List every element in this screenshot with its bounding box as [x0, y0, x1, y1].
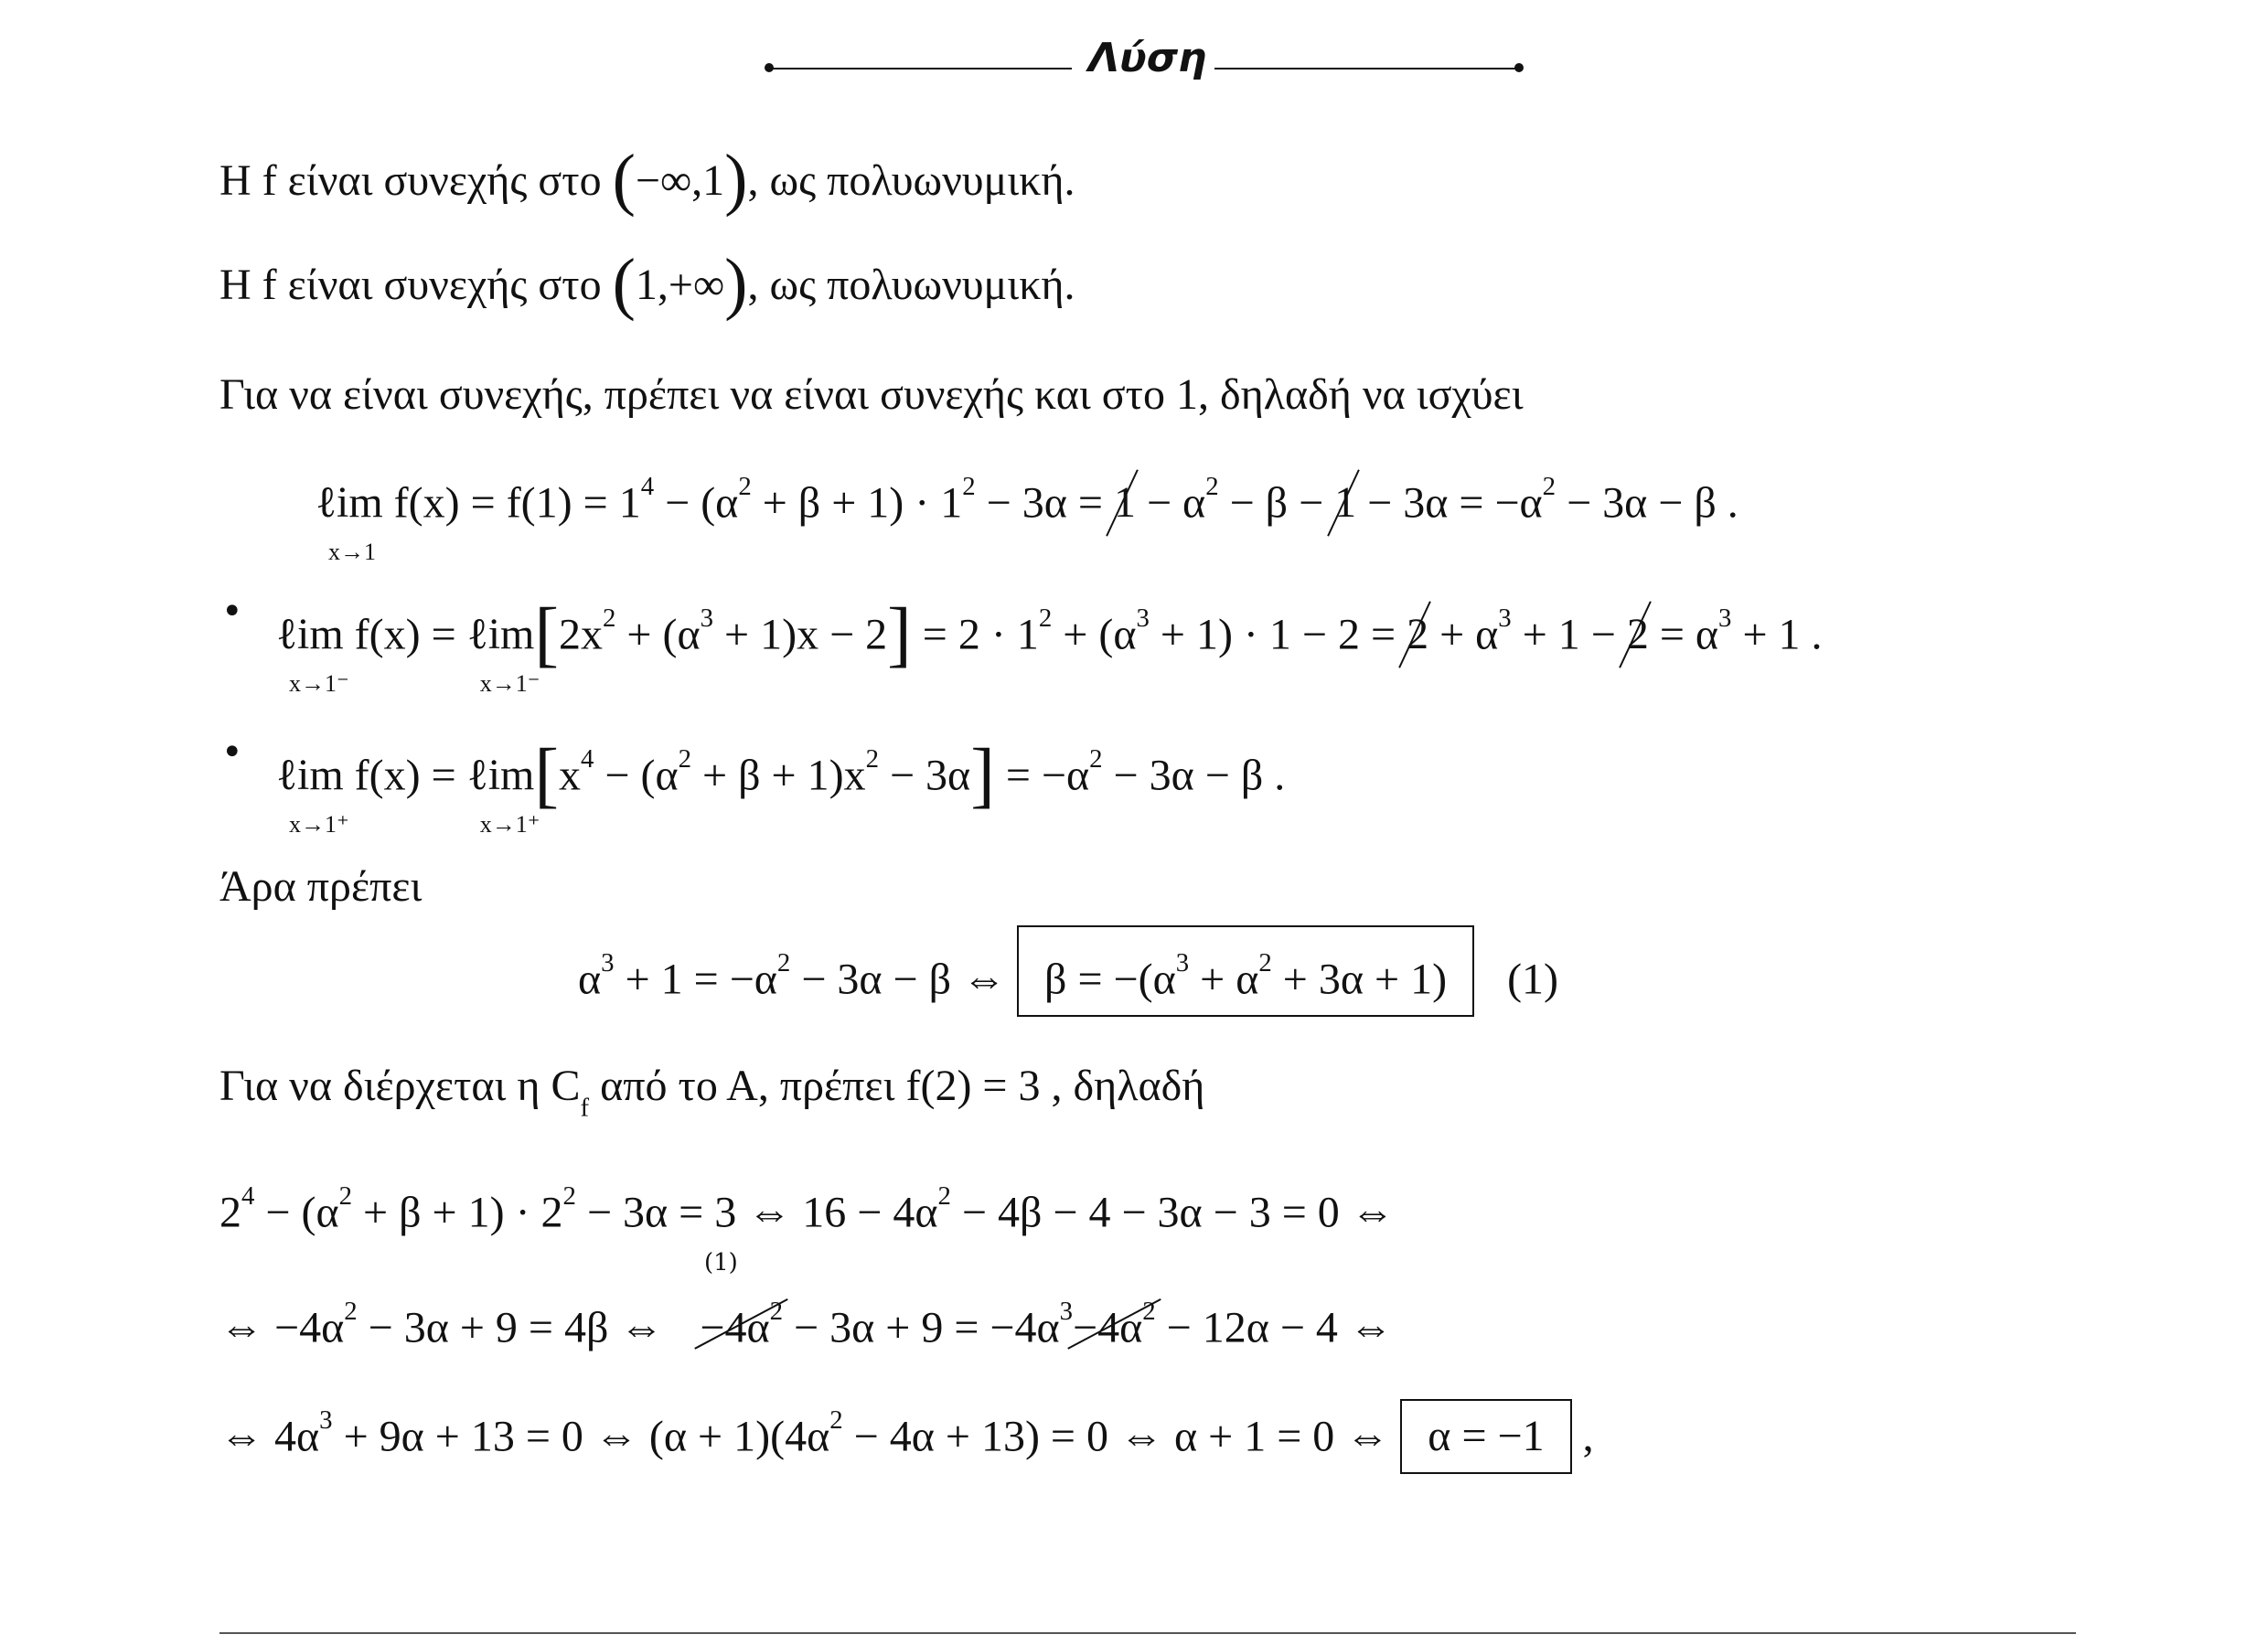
term: + β + 1) · 2: [352, 1188, 563, 1237]
beta-equation: [578, 924, 1558, 1019]
exponent: 3: [319, 1405, 333, 1435]
left-limit-equation: [276, 591, 1823, 698]
term: f(x) =: [343, 751, 467, 800]
exponent: 2: [1038, 604, 1053, 633]
term: ⇔ 4α: [219, 1412, 320, 1461]
exponent: 2: [1542, 472, 1557, 501]
exponent: 3: [1175, 948, 1190, 977]
exponent: 3: [700, 604, 714, 633]
term: − 3α + 9 = −4α: [783, 1303, 1060, 1352]
bottom-divider: [219, 1632, 2076, 1634]
right-paren: ): [724, 245, 748, 322]
exponent: 4: [640, 472, 655, 501]
limit-equation-f1: [316, 459, 1738, 566]
point-condition-sentence: [219, 1059, 1204, 1135]
lim-text: ℓim: [466, 751, 535, 800]
exponent: 2: [738, 472, 752, 501]
exponent: 2: [1205, 472, 1219, 501]
term: − (α: [594, 751, 679, 800]
right-bracket: ]: [887, 593, 912, 675]
heading-title: Λύση: [1088, 35, 1207, 81]
term: − 12α − 4 ⇔: [1155, 1303, 1393, 1352]
substitution-equation: [219, 1169, 1395, 1240]
term: − 3α = 3 ⇔ 16 − 4α: [575, 1188, 938, 1237]
text: , ως πολυωνυμική.: [747, 261, 1075, 309]
term: −4α: [700, 1303, 770, 1352]
boxed-beta-result: [1017, 925, 1474, 1017]
text: Η f είναι συνεχής στο: [219, 156, 613, 205]
term: − α: [1135, 478, 1206, 528]
term: β = −(α: [1044, 955, 1176, 1004]
heading-right-rule: [1214, 68, 1516, 69]
right-bracket: ]: [970, 734, 995, 816]
text: Η f είναι συνεχής στο: [219, 261, 613, 309]
term: − 3α − β ⇔: [790, 955, 1018, 1004]
text: , ως πολυωνυμική.: [747, 156, 1075, 205]
exponent: 2: [562, 1181, 576, 1211]
exponent: 2: [1258, 948, 1272, 977]
term: − 4β − 4 − 3α − 3 = 0 ⇔: [950, 1188, 1395, 1237]
text: από το Α, πρέπει f(2) = 3 , δηλαδή: [589, 1062, 1205, 1110]
term: + 1 .: [1731, 610, 1823, 659]
exponent: 3: [1718, 604, 1732, 633]
exponent: 3: [1136, 604, 1150, 633]
term: − 3α: [878, 751, 971, 800]
lim-text: ℓim: [276, 751, 344, 800]
term: − 3α = −α: [1356, 478, 1543, 528]
lim-subscript: x→1: [328, 539, 376, 566]
limit-operator: [466, 607, 540, 698]
exponent: 2: [829, 1405, 843, 1435]
lim-subscript: x→1⁻: [289, 670, 349, 698]
term: ⇔ −4α: [219, 1303, 345, 1352]
section-heading: [0, 35, 2268, 108]
therefore-sentence: Άρα πρέπει: [219, 862, 423, 911]
continuity-left-interval: [219, 141, 1075, 218]
term: = −α: [994, 751, 1090, 800]
left-paren: (: [612, 141, 636, 218]
term: + 3α + 1): [1271, 955, 1448, 1004]
continuity-right-interval: [219, 245, 1075, 322]
term: + (α: [615, 610, 701, 659]
bullet-left-limit: •: [221, 591, 243, 633]
cancelled-term: [1073, 1284, 1156, 1355]
lim-subscript: x→1⁺: [479, 811, 540, 839]
term: − (α: [254, 1188, 339, 1237]
term: − 3α − β .: [1102, 751, 1286, 800]
interval: 1,+∞: [635, 261, 725, 309]
left-bracket: [: [534, 734, 560, 816]
cancelled-term: [700, 1284, 783, 1355]
reduction-equation: [219, 1284, 1393, 1355]
term: + (α: [1052, 610, 1137, 659]
term: + 9α + 13 = 0 ⇔ (α + 1)(4α: [332, 1412, 830, 1461]
limit-operator: [316, 475, 383, 566]
lim-subscript: x→1⁺: [289, 811, 349, 839]
exponent: 2: [962, 472, 976, 501]
exponent: 2: [865, 744, 879, 774]
exponent: 3: [601, 948, 615, 977]
term: − (α: [654, 478, 739, 528]
term: + α: [1189, 955, 1259, 1004]
interval: −∞,1: [635, 156, 725, 205]
term: + 1) · 1 − 2 =: [1149, 610, 1407, 659]
equivalence-arrow: ⇔: [619, 1303, 664, 1352]
cancelled-term: 2: [1627, 607, 1649, 662]
term: = α: [1648, 610, 1719, 659]
reference-mark: (1): [704, 1249, 738, 1276]
term: + 1)x − 2: [713, 610, 888, 659]
term: x: [559, 751, 582, 800]
term: + 1 = −α: [614, 955, 777, 1004]
heading-left-rule: [770, 68, 1072, 69]
term: + α: [1428, 610, 1499, 659]
text: Για να διέρχεται η C: [219, 1062, 581, 1110]
term: 2: [219, 1188, 241, 1237]
left-bracket: [: [534, 593, 560, 675]
heading-right-dot: [1514, 63, 1524, 72]
right-paren: ): [724, 141, 748, 218]
exponent: 2: [937, 1181, 951, 1211]
limit-operator: [276, 748, 349, 839]
exponent: 4: [581, 744, 594, 774]
term: − β −: [1218, 478, 1335, 528]
exponent: 3: [1059, 1297, 1074, 1326]
lim-text: ℓim: [316, 478, 383, 528]
term: f(x) =: [343, 610, 467, 659]
equation-tag: (1): [1507, 955, 1559, 1004]
term: + β + 1) · 1: [751, 478, 963, 528]
term: −4α: [1073, 1303, 1143, 1352]
term: ,: [1571, 1412, 1594, 1461]
left-paren: (: [612, 245, 636, 322]
term: − 4α + 13) = 0 ⇔ α + 1 = 0 ⇔: [842, 1412, 1401, 1461]
exponent: 4: [241, 1181, 255, 1211]
term: − 3α − β .: [1556, 478, 1738, 528]
cancelled-term: 1: [1114, 475, 1136, 530]
term: − 3α =: [975, 478, 1114, 528]
term: − 3α + 9 = 4β: [357, 1303, 620, 1352]
lim-text: ℓim: [466, 610, 535, 659]
exponent: 2: [344, 1297, 358, 1326]
lim-text: ℓim: [276, 610, 344, 659]
exponent: 2: [769, 1297, 784, 1326]
exponent: 2: [678, 744, 692, 774]
condition-sentence: Για να είναι συνεχής, πρέπει να είναι συνεχής και στο 1, δηλαδή να ισχύει: [219, 370, 1524, 419]
term: + β + 1)x: [691, 751, 866, 800]
term: = 2 · 1: [911, 610, 1039, 659]
exponent: 3: [1498, 604, 1512, 633]
lim-subscript: x→1⁻: [479, 670, 540, 698]
exponent: 2: [338, 1181, 353, 1211]
subscript: f: [580, 1093, 590, 1123]
exponent: 2: [603, 604, 616, 633]
exponent: 2: [776, 948, 791, 977]
final-equation: [219, 1381, 1594, 1476]
right-limit-equation: [276, 732, 1286, 839]
term: + 1 −: [1511, 610, 1627, 659]
boxed-alpha-result: α = −1: [1400, 1399, 1571, 1474]
cancelled-term: 2: [1407, 607, 1428, 662]
exponent: 2: [1142, 1297, 1156, 1326]
exponent: 2: [1089, 744, 1103, 774]
cancelled-term: 1: [1334, 475, 1356, 530]
term: f(x) = f(1) = 1: [382, 478, 641, 528]
bullet-right-limit: •: [221, 732, 243, 774]
term: 2x: [559, 610, 604, 659]
limit-operator: [466, 748, 540, 839]
term: α: [578, 955, 602, 1004]
limit-operator: [276, 607, 349, 698]
